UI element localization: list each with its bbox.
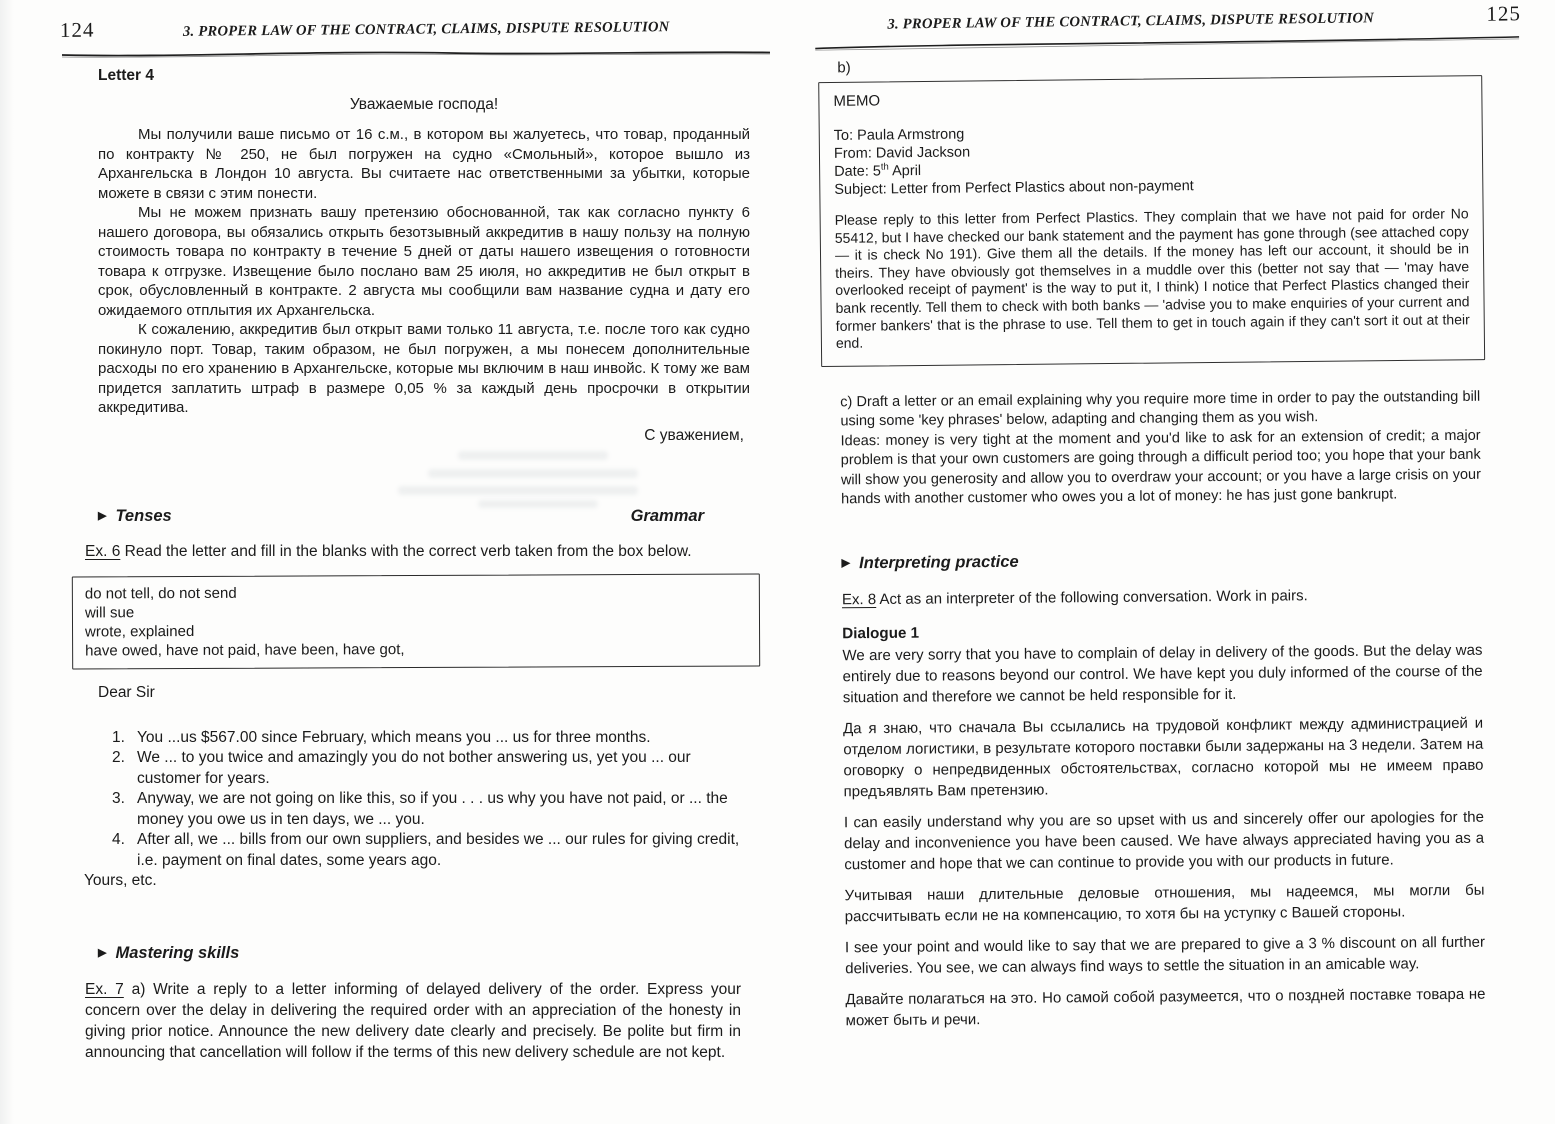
section-heading-mastering-skills <box>98 944 239 963</box>
letter-paragraph: К сожалению, аккредитив был открыт вами только 11 августа, т.е. после того как судно покинуло порт. Товар, таким образом, не был погружен, а мы понесем дополнительные расходы по его хранению в Архангельске, которые мы включим в наш инвойс. К тому же вам придется заплатить штраф в размере 0,05 % за каждый день просрочки в открытии аккредитива. <box>98 321 750 416</box>
exercise-7-label: Ex. 7 <box>85 981 124 998</box>
memo-to-value: Paula Armstrong <box>857 126 965 144</box>
tenses-heading-label: Tenses <box>115 506 172 525</box>
dialogue-paragraph-en: I can easily understand why you are so upset with us and sincerely offer our apologies for the delay and inconvenience you have been caused. We have always appreciated having you as a customer and hope that we can continue to provide you with our products in future. <box>843 808 1485 874</box>
memo-date-month: April <box>892 163 922 180</box>
list-item-text: You ...us $567.00 since February, which means you ... us for three months. <box>137 728 651 746</box>
grammar-label: Grammar <box>630 506 704 525</box>
left-page <box>60 18 772 1063</box>
page-edge-shade <box>0 0 14 1124</box>
exercise-8-line <box>842 584 1526 610</box>
mastering-heading-label: Mastering skills <box>115 944 240 962</box>
memo-subject-value: Letter from Perfect Plastics about non-payment <box>890 178 1194 198</box>
left-page-header <box>60 11 772 43</box>
section-c-ideas-paragraph: Ideas: money is very tight at the moment and you'd like to ask for an extension of credit; a major problem is that your own customers are going through a difficult period too; you hope that your bank will show you generosity and allow you to overdraw your account; or you have a large crisis on your hands with another customer who owes you a lot of money: he has just gone bankrupt. <box>840 427 1481 508</box>
dialogue-paragraph-ru: Да я знаю, что сначала Вы ссылались на трудовой конфликт между администрацией и отделом логистики, в результате которого поставки были задержаны на 3 недели. Затем на оговорку о непредвиденных обстоятельствах, согласно которой мы не имеем право предъявлять Вам претензию. <box>843 714 1484 801</box>
list-item <box>112 728 750 749</box>
mastering-skills-row <box>98 944 750 963</box>
section-c-paragraph: c) Draft a letter or an email explaining why you require more time in order to pay the outstanding bill using some 'key phrases' below, adapting and changing them as you wish. <box>840 388 1481 430</box>
right-page-header <box>815 1 1521 35</box>
memo-from-value: David Jackson <box>875 144 971 162</box>
memo-from-label: From: <box>833 145 872 162</box>
list-item <box>112 789 750 830</box>
header-rule-left <box>60 48 772 58</box>
dialogue-paragraph-ru: Учитывая наши длительные деловые отношения, мы надеемся, мы могли бы рассчитывать если не на компенсацию, то хотя бы на уступку с Вашей стороны. <box>844 881 1485 926</box>
verb-box <box>72 573 760 669</box>
numbered-list <box>98 728 750 872</box>
section-heading-tenses <box>98 507 172 526</box>
memo-title: MEMO <box>833 92 881 110</box>
dialogue-paragraph-en: We are very sorry that you have to complain of delay in delivery of the goods. But the delay was entirely due to reasons beyond our control. We have kept you duly informed of the course of the situation and therefore we cannot be held responsible for it. <box>842 641 1483 707</box>
exercise-7-text: a) Write a reply to a letter informing of delayed delivery of the order. Express your concern over the delay in delivering the required order with an appreciation of the honesty in giving prior notice. Announce the new delivery date clearly and precisely. Be polite but firm in announcing that cancellation will follow if the terms of this new delivery schedule are not kept. <box>85 981 741 1061</box>
memo-date-suffix: th <box>880 161 889 173</box>
list-item-text: Anyway, we are not going on like this, so if you . . . us why you have not paid, or ... the money you owe us in ten days, we ... you. <box>137 790 728 828</box>
list-item-number: 4. <box>112 831 125 848</box>
running-header-right: 3. PROPER LAW OF THE CONTRACT, CLAIMS, DISPUTE RESOLUTION <box>887 10 1375 33</box>
memo-body: Please reply to this letter from Perfect Plastics. They complain that we have not paid for order No 55412, but I have checked our bank statement and the payment has gone through (see attached copy — it is check No 191). Give them all the details. If the money has left our account, it should be in theirs. They have obviously got themselves in a muddle over this (better not say that — 'may have overlooked receipt of payment' is the way to put it, I think) I notice that Perfect Plastics changed their bank recently. Tell them to check with both banks — 'advise you to make enquiries of your current and former bankers' that is the phrase to use. Tell them to get in touch again if they can't sort it out at their end. <box>834 205 1470 352</box>
interpreting-practice-row <box>842 548 1526 573</box>
page-number-left: 124 <box>59 17 95 42</box>
triangle-bullet-icon: ▶ <box>841 556 851 570</box>
triangle-bullet-icon: ▶ <box>98 947 107 959</box>
dear-sir-line: Dear Sir <box>98 683 155 701</box>
section-b-label: b) <box>837 59 851 77</box>
running-header-left: 3. PROPER LAW OF THE CONTRACT, CLAIMS, DISPUTE RESOLUTION <box>182 19 670 40</box>
yours-etc-line: Yours, etc. <box>84 872 157 889</box>
memo-date-day: 5 <box>872 163 882 180</box>
verb-box-line: do not tell, do not send <box>84 584 237 602</box>
list-item-text: After all, we ... bills from our own suppliers, and besides we ... our rules for giving credit, i.e. payment on final dates, some years ago. <box>137 831 740 869</box>
exercise-6-label: Ex. 6 <box>85 542 121 560</box>
triangle-bullet-icon: ▶ <box>98 509 107 522</box>
section-heading-interpreting-practice <box>842 553 1019 573</box>
verb-box-line: wrote, explained <box>85 622 195 640</box>
right-page <box>815 1 1530 1031</box>
dialogue-paragraph-ru: Давайте полагаться на это. Но самой собой разумеется, что о поздней поставке товара не может быть и речи. <box>845 985 1486 1030</box>
page-number-right: 125 <box>1486 1 1522 26</box>
verb-box-line: have owed, have not paid, have been, have got, <box>85 640 405 659</box>
verb-box-line: will sue <box>84 603 135 621</box>
dialogue-heading: Dialogue 1 <box>842 624 920 643</box>
memo-box <box>818 75 1485 367</box>
list-item-number: 2. <box>112 749 125 766</box>
memo-to-label: To: <box>833 127 854 144</box>
memo-subject-label: Subject: <box>834 181 887 198</box>
letter-closing: С уважением, <box>644 426 744 444</box>
exercise-6-text: Read the letter and fill in the blanks with the correct verb taken from the box below. <box>124 542 692 560</box>
dialogue-paragraph-en: I see your point and would like to say that we are prepared to give a 3 % discount on all further deliveries. You see, we can always find ways to settle the situation in an amicable way. <box>844 933 1486 978</box>
list-item-number: 3. <box>112 790 125 807</box>
tenses-grammar-row <box>98 507 750 526</box>
interpreting-heading-label: Interpreting practice <box>859 552 1019 572</box>
list-item <box>112 748 750 789</box>
letter-label: Letter 4 <box>98 67 154 84</box>
letter-paragraph: Мы получили ваше письмо от 16 с.м., в котором вы жалуетесь, что товар, проданный по контракту № 250, не был погружен на судно «Смольный», которое вышло из Архангельска в Лондон 10 августа. Вы считаете нас ответственными за убытки, которые можете в связи с этим понести. <box>98 126 750 202</box>
list-item <box>112 830 750 871</box>
header-rule-right <box>815 34 1521 50</box>
left-page-content <box>84 67 750 1063</box>
letter-paragraph: Мы не можем признать вашу претензию обоснованной, так как согласно пункту 6 нашего договора, вы обязались открыть безотзывный аккредитив в нашу пользу на полную стоимость товара по контракту в течение 5 дней от даты нашего извещения о готовности товара к отгрузке. Извещение было послано вам 25 июля, но аккредитив не был открыт в срок, обусловленный в контракте. 2 августа мы сообщили вам название судна и дату его ожидаемого отплытия их Архангельска. <box>98 204 750 319</box>
exercise-8-text: Act as an interpreter of the following conversation. Work in pairs. <box>879 586 1308 608</box>
exercise-8-label: Ex. 8 <box>841 590 877 609</box>
memo-date-label: Date: <box>834 163 869 180</box>
letter-salutation: Уважаемые господа! <box>349 96 499 113</box>
list-item-text: We ... to you twice and amazingly you do not bother answering us, yet you ... our customer for years. <box>137 749 691 787</box>
list-item-number: 1. <box>112 728 125 746</box>
exercise-7-paragraph <box>85 979 741 1063</box>
exercise-6-line <box>85 541 750 562</box>
bleed-through-artifact <box>98 445 750 507</box>
